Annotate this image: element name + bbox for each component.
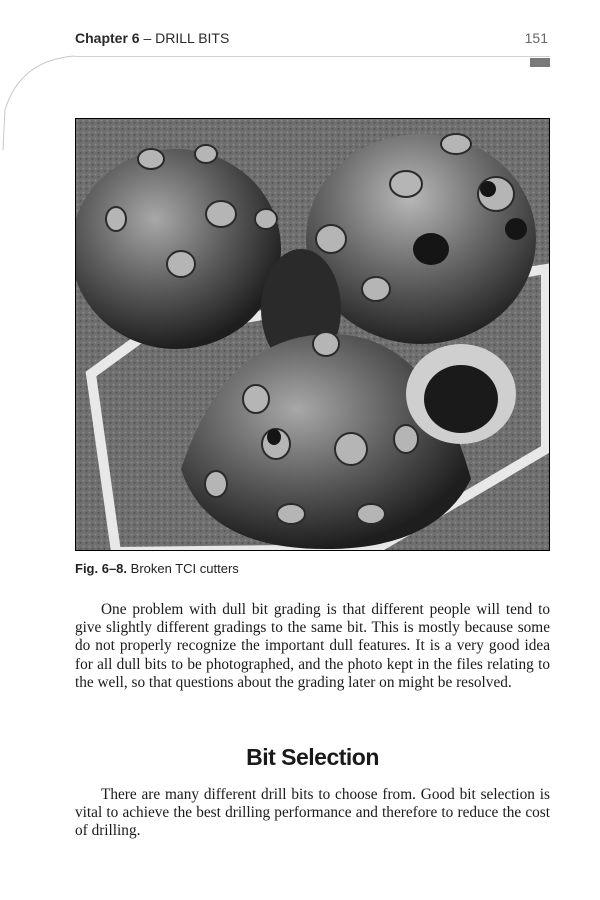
chapter-title: DRILL BITS — [155, 30, 230, 46]
header-rule — [75, 56, 550, 57]
body-paragraph-1: One problem with dull bit grading is that different people will tend to give slightly different gradings to the same bit. This is mostly because some do not properly recognize the important dull features. It is a very good idea for all dull bits to be photographed, and the photo kept in the files relating to the well, so that questions about the grading later on might be resolved. — [75, 601, 550, 691]
body-paragraph-2: There are many different drill bits to choose from. Good bit selection is vital to achieve the best drilling performance and therefore to reduce the cost of drilling. — [75, 786, 550, 840]
header-tab-marker — [530, 58, 550, 67]
figure-label: Fig. 6–8. — [75, 561, 128, 576]
figure-photo — [75, 118, 550, 551]
section-heading: Bit Selection — [246, 744, 379, 770]
figure-caption — [75, 561, 239, 576]
chapter-label: Chapter 6 — [75, 30, 140, 46]
page-number: 151 — [524, 30, 548, 46]
broken-tci-cutters-photo — [76, 119, 550, 551]
figure-caption-text: Broken TCI cutters — [127, 561, 239, 576]
chapter-separator: – — [139, 30, 156, 46]
running-header-chapter — [75, 30, 229, 46]
